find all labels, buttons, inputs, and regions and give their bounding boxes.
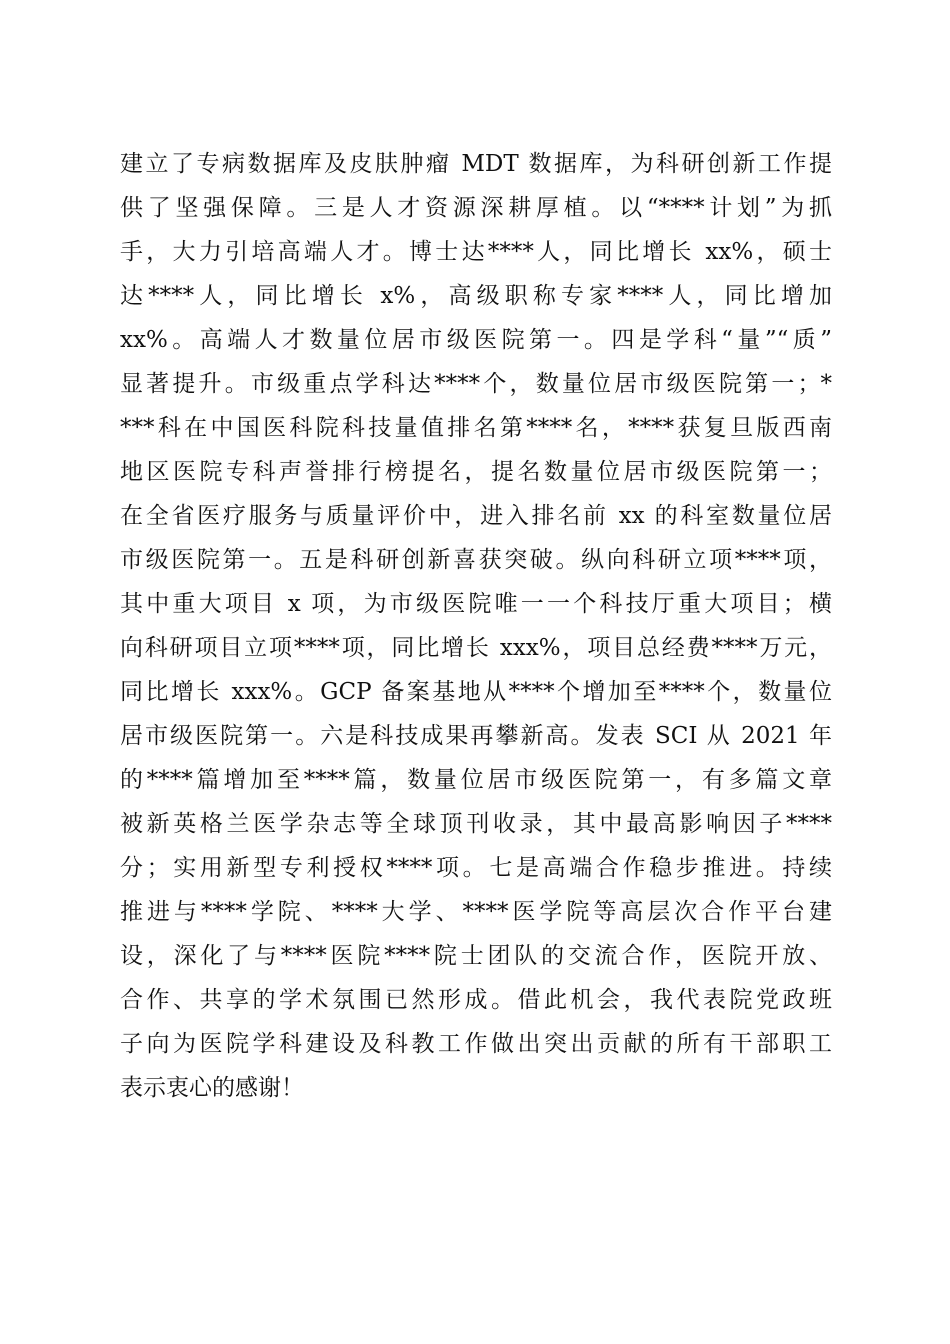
- paragraph-line: 供了坚强保障。三是人才资源深耕厚植。以“****计划”为抓: [120, 195, 832, 221]
- paragraph-line: xx%。高端人才数量位居市级医院第一。四是学科“量”“质”: [120, 327, 832, 353]
- paragraph-line: 手，大力引培高端人才。博士达****人，同比增长 xx%，硕士: [120, 239, 832, 265]
- paragraph-line: 其中重大项目 x 项，为市级医院唯一一个科技厅重大项目；横: [120, 591, 832, 617]
- paragraph-line: 地区医院专科声誉排行榜提名，提名数量位居市级医院第一；: [120, 459, 832, 485]
- paragraph-line: 子向为医院学科建设及科教工作做出突出贡献的所有干部职工: [120, 1031, 832, 1057]
- paragraph-line: 显著提升。市级重点学科达****个，数量位居市级医院第一；*: [120, 371, 832, 397]
- paragraph-line: 设，深化了与****医院****院士团队的交流合作，医院开放、: [120, 943, 832, 969]
- paragraph-line: 表示衷心的感谢！: [120, 1075, 304, 1101]
- paragraph-line: 被新英格兰医学杂志等全球顶刊收录，其中最高影响因子****: [120, 811, 832, 837]
- paragraph-line: 向科研项目立项****项，同比增长 xxx%，项目总经费****万元，: [120, 635, 832, 661]
- paragraph-line: 达****人，同比增长 x%，高级职称专家****人，同比增加: [120, 283, 832, 309]
- paragraph-line: 合作、共享的学术氛围已然形成。借此机会，我代表院党政班: [120, 987, 832, 1013]
- paragraph-line: 推进与****学院、****大学、****医学院等高层次合作平台建: [120, 899, 832, 925]
- paragraph-line: 的****篇增加至****篇，数量位居市级医院第一，有多篇文章: [120, 767, 832, 793]
- paragraph-line: 分；实用新型专利授权****项。七是高端合作稳步推进。持续: [120, 855, 832, 881]
- paragraph-line: 居市级医院第一。六是科技成果再攀新高。发表 SCI 从 2021 年: [120, 723, 832, 749]
- paragraph-line: 同比增长 xxx%。GCP 备案基地从****个增加至****个，数量位: [120, 679, 832, 705]
- paragraph-line: 在全省医疗服务与质量评价中，进入排名前 xx 的科室数量位居: [120, 503, 832, 529]
- paragraph-line: 市级医院第一。五是科研创新喜获突破。纵向科研立项****项，: [120, 547, 832, 573]
- paragraph-line: ***科在中国医科院科技量值排名第****名，****获复旦版西南: [120, 415, 832, 441]
- paragraph-line: 建立了专病数据库及皮肤肿瘤 MDT 数据库，为科研创新工作提: [120, 151, 832, 177]
- body-paragraph: [120, 142, 832, 1110]
